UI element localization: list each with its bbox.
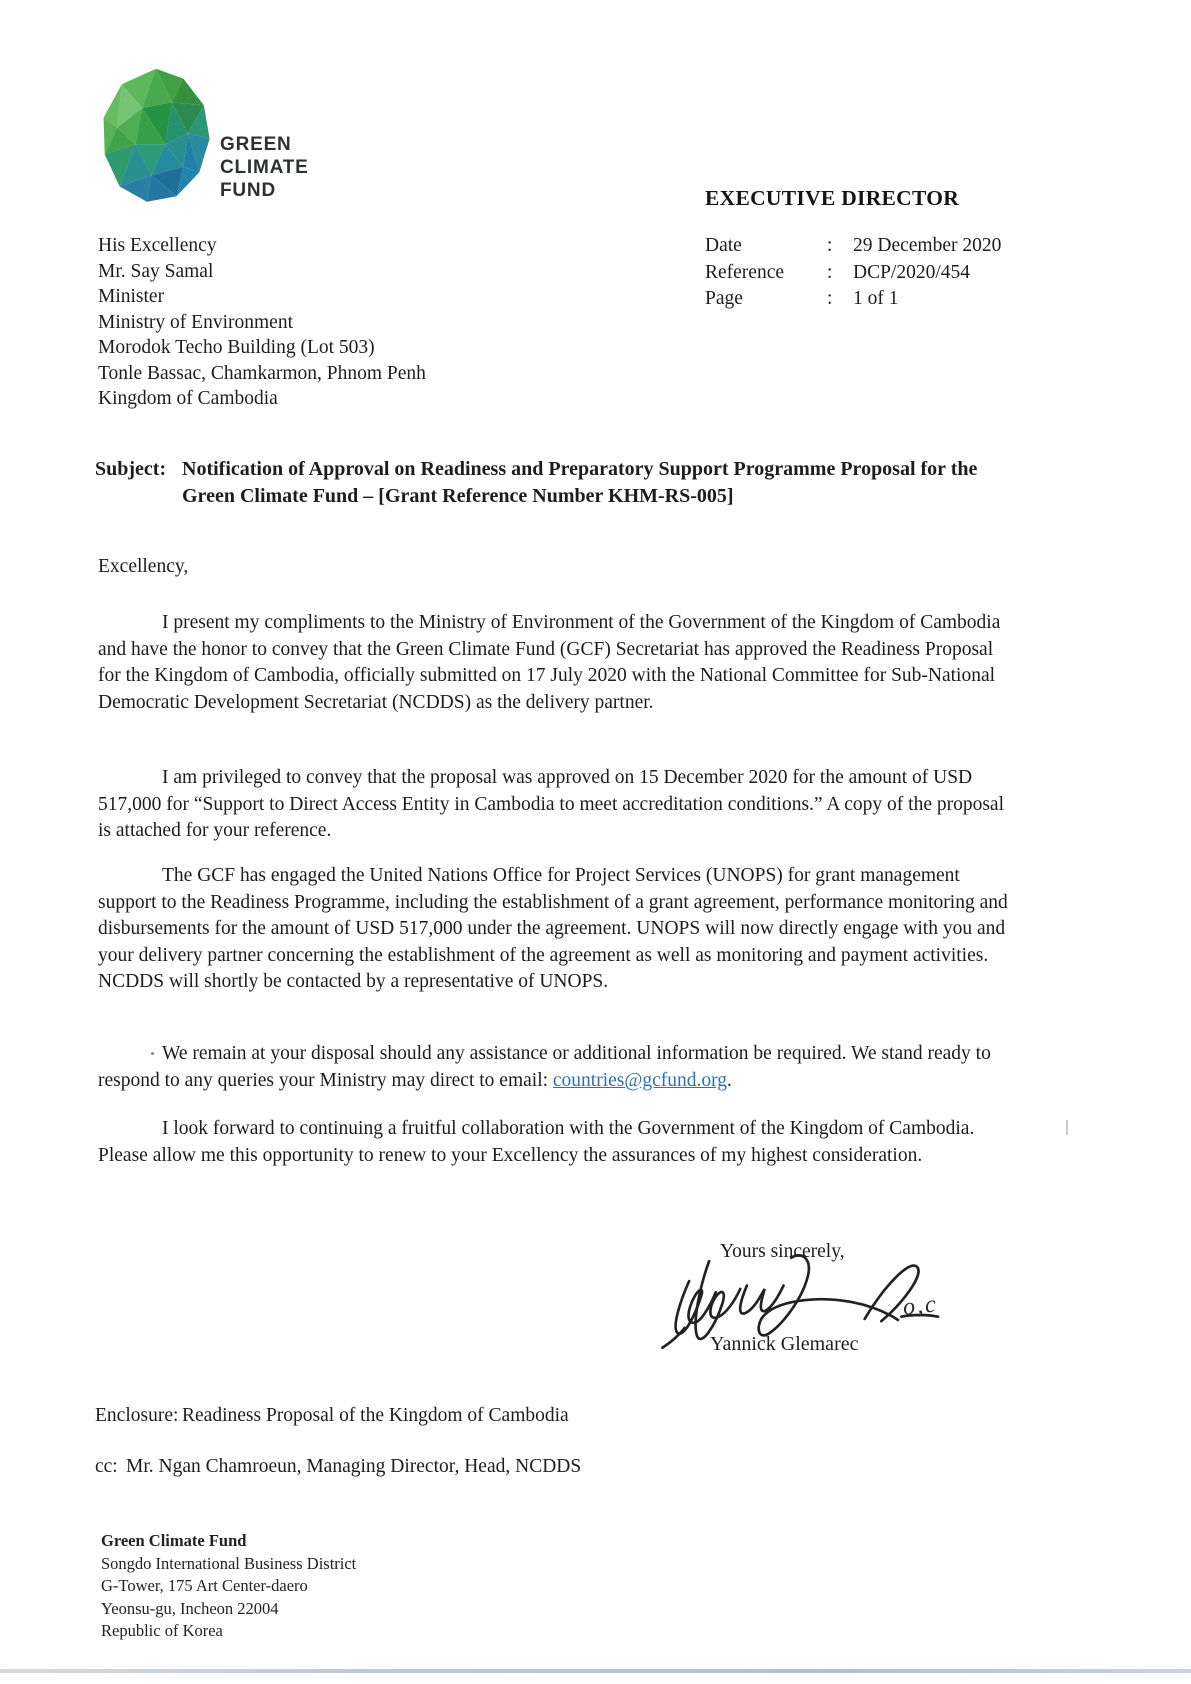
logo-word-climate: CLIMATE — [220, 157, 309, 178]
valediction: Yours sincerely, — [720, 1241, 845, 1262]
salutation: Excellency, — [98, 556, 189, 577]
green-climate-fund-logo-icon — [99, 66, 213, 206]
paragraph-4-period: . — [727, 1069, 732, 1091]
recipient-line: Ministry of Environment — [98, 311, 293, 333]
meta-value-date: 29 December 2020 — [853, 235, 1002, 256]
body-paragraph-2: I am privileged to convey that the proposal was approved on 15 December 2020 for the amount of USD 517,000 for “Support to Direct Access Entity in Cambodia to meet accreditation conditions.” A copy of the proposal is attached for your reference. — [98, 767, 1005, 841]
meta-label-date: Date — [705, 235, 742, 256]
body-paragraph-4 — [98, 1041, 1010, 1094]
recipient-line: Tonle Bassac, Chamkarmon, Phnom Penh — [98, 362, 426, 384]
logo-word-green: GREEN — [220, 134, 292, 155]
body-paragraph-1: I present my compliments to the Ministry of Environment of the Government of the Kingdom of Cambodia and have the honor to convey that the Green Climate Fund (GCF) Secretariat has approved the Readiness Proposal for the Kingdom of Cambodia, officially submitted on 17 July 2020 with the National Committee for Sub-National Democratic Development Secretariat (NCDDS) as the delivery partner. — [98, 612, 1001, 713]
letter-meta-block — [705, 233, 1001, 313]
meta-label-reference: Reference — [705, 261, 785, 283]
recipient-address — [98, 233, 426, 412]
contact-email-link[interactable]: countries@gcfund.org — [552, 1069, 728, 1091]
recipient-line: Mr. Say Samal — [98, 260, 214, 282]
logo-wordmark — [220, 133, 309, 202]
recipient-line: His Excellency — [98, 235, 217, 256]
meta-colon: : — [827, 235, 833, 256]
executive-director-heading: EXECUTIVE DIRECTOR — [705, 186, 960, 210]
scan-artifact-tick — [1066, 1120, 1068, 1135]
meta-label-page: Page — [705, 288, 743, 309]
signature-annotation: o,c — [901, 1291, 939, 1321]
subject-label: Subject: — [95, 458, 167, 480]
footer-address — [101, 1530, 356, 1643]
enclosure-text: Readiness Proposal of the Kingdom of Cambodia — [182, 1405, 569, 1426]
footer-org-name: Green Climate Fund — [101, 1531, 247, 1550]
signer-name: Yannick Glemarec — [710, 1333, 859, 1355]
meta-value-reference: DCP/2020/454 — [853, 261, 971, 283]
body-paragraph-5: I look forward to continuing a fruitful collaboration with the Government of the Kingdom of Cambodia. Please allow me this opportunity to renew to your Excellency the assurances of my highest consideration. — [98, 1118, 975, 1166]
footer-line: Yeonsu-gu, Incheon 22004 — [101, 1598, 279, 1618]
enclosure-line — [95, 1405, 569, 1427]
scan-edge-line — [0, 1669, 1191, 1673]
cc-line — [95, 1456, 581, 1478]
meta-colon: : — [827, 288, 833, 309]
paragraph-4-text: We remain at your disposal should any assistance or additional information be required. We stand ready to respond to any queries your Ministry may direct to email: — [98, 1043, 991, 1091]
recipient-line: Morodok Techo Building (Lot 503) — [98, 337, 375, 358]
body-paragraph-3: The GCF has engaged the United Nations Office for Project Services (UNOPS) for grant management support to the Readiness Programme, including the establishment of a grant agreement, performance monitoring and disbursements for the amount of USD 517,000 under the agreement. UNOPS will now directly engage with you and your delivery partner concerning the establishment of the agreement as well as monitoring and payment activities. NCDDS will shortly be contacted by a representative of UNOPS. — [98, 865, 1008, 992]
meta-colon: : — [827, 261, 833, 283]
footer-line: Songdo International Business District — [101, 1553, 357, 1573]
scan-artifact-dot — [151, 1052, 154, 1055]
cc-label: cc: — [95, 1456, 118, 1477]
footer-line: G-Tower, 175 Art Center-daero — [101, 1576, 308, 1595]
subject-line — [95, 456, 1025, 510]
logo-word-fund: FUND — [220, 180, 276, 201]
enclosure-label: Enclosure: — [95, 1405, 179, 1426]
footer-line: Republic of Korea — [101, 1621, 223, 1640]
meta-value-page: 1 of 1 — [853, 288, 899, 309]
recipient-line: Kingdom of Cambodia — [98, 388, 278, 409]
cc-text: Mr. Ngan Chamroeun, Managing Director, Head, NCDDS — [126, 1456, 582, 1477]
subject-text: Notification of Approval on Readiness and Preparatory Support Programme Proposal for the Green Climate Fund – [Grant Reference Number KHM-RS-005] — [182, 458, 978, 507]
recipient-line: Minister — [98, 286, 165, 307]
